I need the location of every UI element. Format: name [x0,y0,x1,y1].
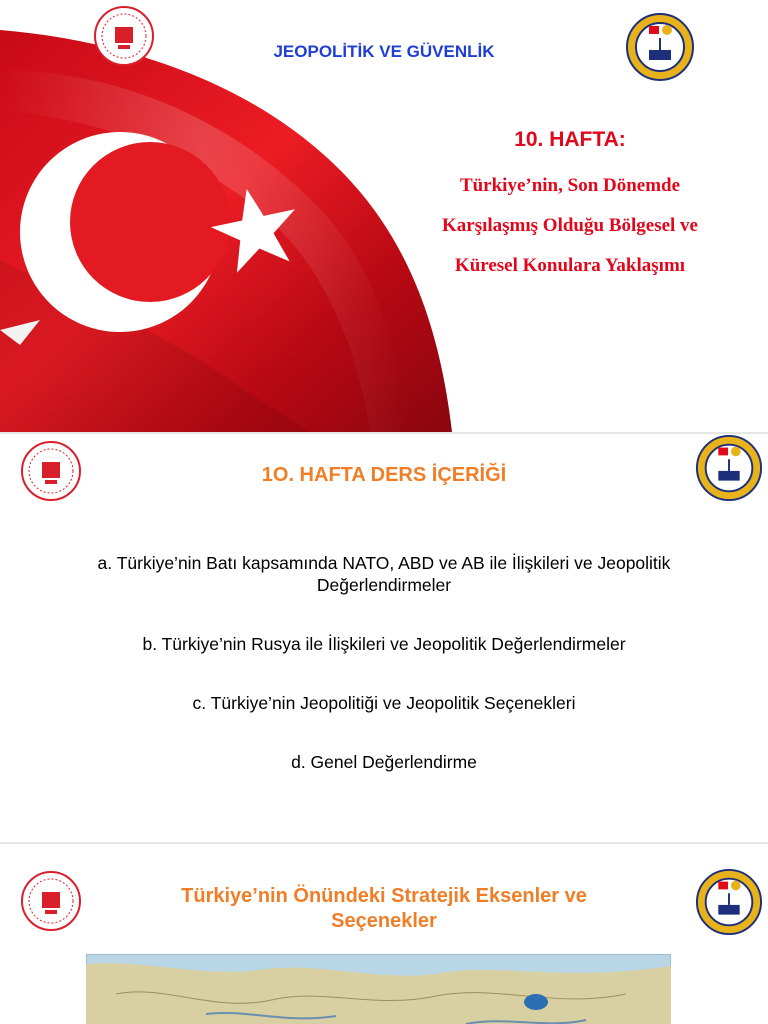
slide-divider [0,842,768,844]
world-map-image [86,954,671,1024]
content-item-c: c. Türkiye’nin Jeopolitiği ve Jeopolitik Seçenekleri [192,693,576,713]
content-item-a-line1: a. Türkiye’nin Batı kapsamında NATO, ABD ve AB ile İlişkileri ve Jeopolitik [97,553,671,573]
week-heading: 10. HAFTA: [514,128,626,151]
content-title: 1O. HAFTA DERS İÇERİĞİ [261,464,507,486]
content-slide [0,432,768,842]
slide-divider [0,432,768,434]
content-item-a-line2: Değerlendirmeler [316,575,452,595]
content-item-d: d. Genel Değerlendirme [291,752,477,772]
week-topic-line-1: Türkiye’nin, Son Dönemde [459,175,681,196]
week-topic-line-2: Karşılaşmış Olduğu Bölgesel ve [442,215,698,236]
week-topic-line-3: Küresel Konulara Yaklaşımı [454,255,686,276]
content-item-a [40,552,728,596]
strategy-title-line2: Seçenekler [331,910,437,932]
turkish-flag-image [0,0,455,432]
strategy-title [0,884,768,934]
strategy-slide [0,842,768,1024]
course-title: JEOPOLİTİK VE GÜVENLİK [273,42,495,61]
strategy-title-line1: Türkiye’nin Önündeki Stratejik Eksenler ve [181,885,587,907]
content-item-b: b. Türkiye’nin Rusya ile İlişkileri ve Jeopolitik Değerlendirmeler [142,634,626,654]
week-title-block [410,128,730,286]
title-slide [0,0,768,432]
